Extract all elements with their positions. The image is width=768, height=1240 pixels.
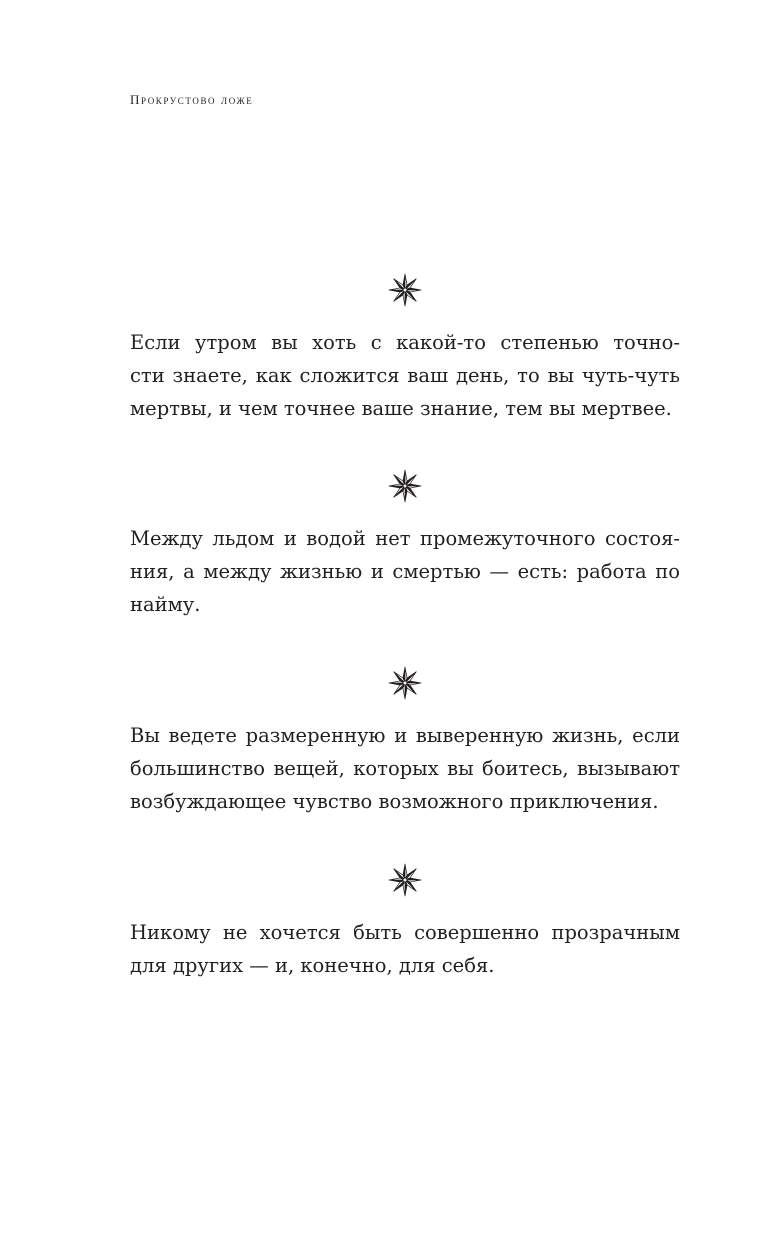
aphorism-2 bbox=[130, 468, 680, 621]
aphorism-4 bbox=[130, 862, 680, 982]
aphorism-text bbox=[130, 522, 680, 621]
compass-star-ornament-icon bbox=[387, 862, 423, 898]
compass-star-ornament-icon bbox=[387, 272, 423, 308]
text-line: Никому не хочется быть совершенно прозрачным bbox=[130, 921, 680, 944]
aphorism-text bbox=[130, 916, 680, 982]
text-line: большинство вещей, которых вы боитесь, вызывают bbox=[130, 757, 680, 780]
text-line: ния, а между жизнью и смертью — есть: работа по bbox=[130, 560, 680, 583]
running-head: Прокрустово ложе bbox=[130, 92, 254, 107]
text-line: сти знаете, как сложится ваш день, то вы чуть-чуть bbox=[130, 364, 680, 387]
text-line: найму. bbox=[130, 593, 201, 616]
text-line: возбуждающее чувство возможного приключения. bbox=[130, 790, 659, 813]
text-line: Если утром вы хоть с какой-то степенью точно- bbox=[130, 331, 680, 354]
aphorism-text bbox=[130, 326, 680, 425]
aphorism-1 bbox=[130, 272, 680, 425]
compass-star-ornament-icon bbox=[387, 665, 423, 701]
text-line: мертвы, и чем точнее ваше знание, тем вы мертвее. bbox=[130, 397, 672, 420]
text-line: Вы ведете размеренную и выверенную жизнь, если bbox=[130, 724, 680, 747]
aphorism-text bbox=[130, 719, 680, 818]
text-line: Между льдом и водой нет промежуточного состоя- bbox=[130, 527, 680, 550]
text-line: для других — и, конечно, для себя. bbox=[130, 954, 495, 977]
aphorism-3 bbox=[130, 665, 680, 818]
compass-star-ornament-icon bbox=[387, 468, 423, 504]
